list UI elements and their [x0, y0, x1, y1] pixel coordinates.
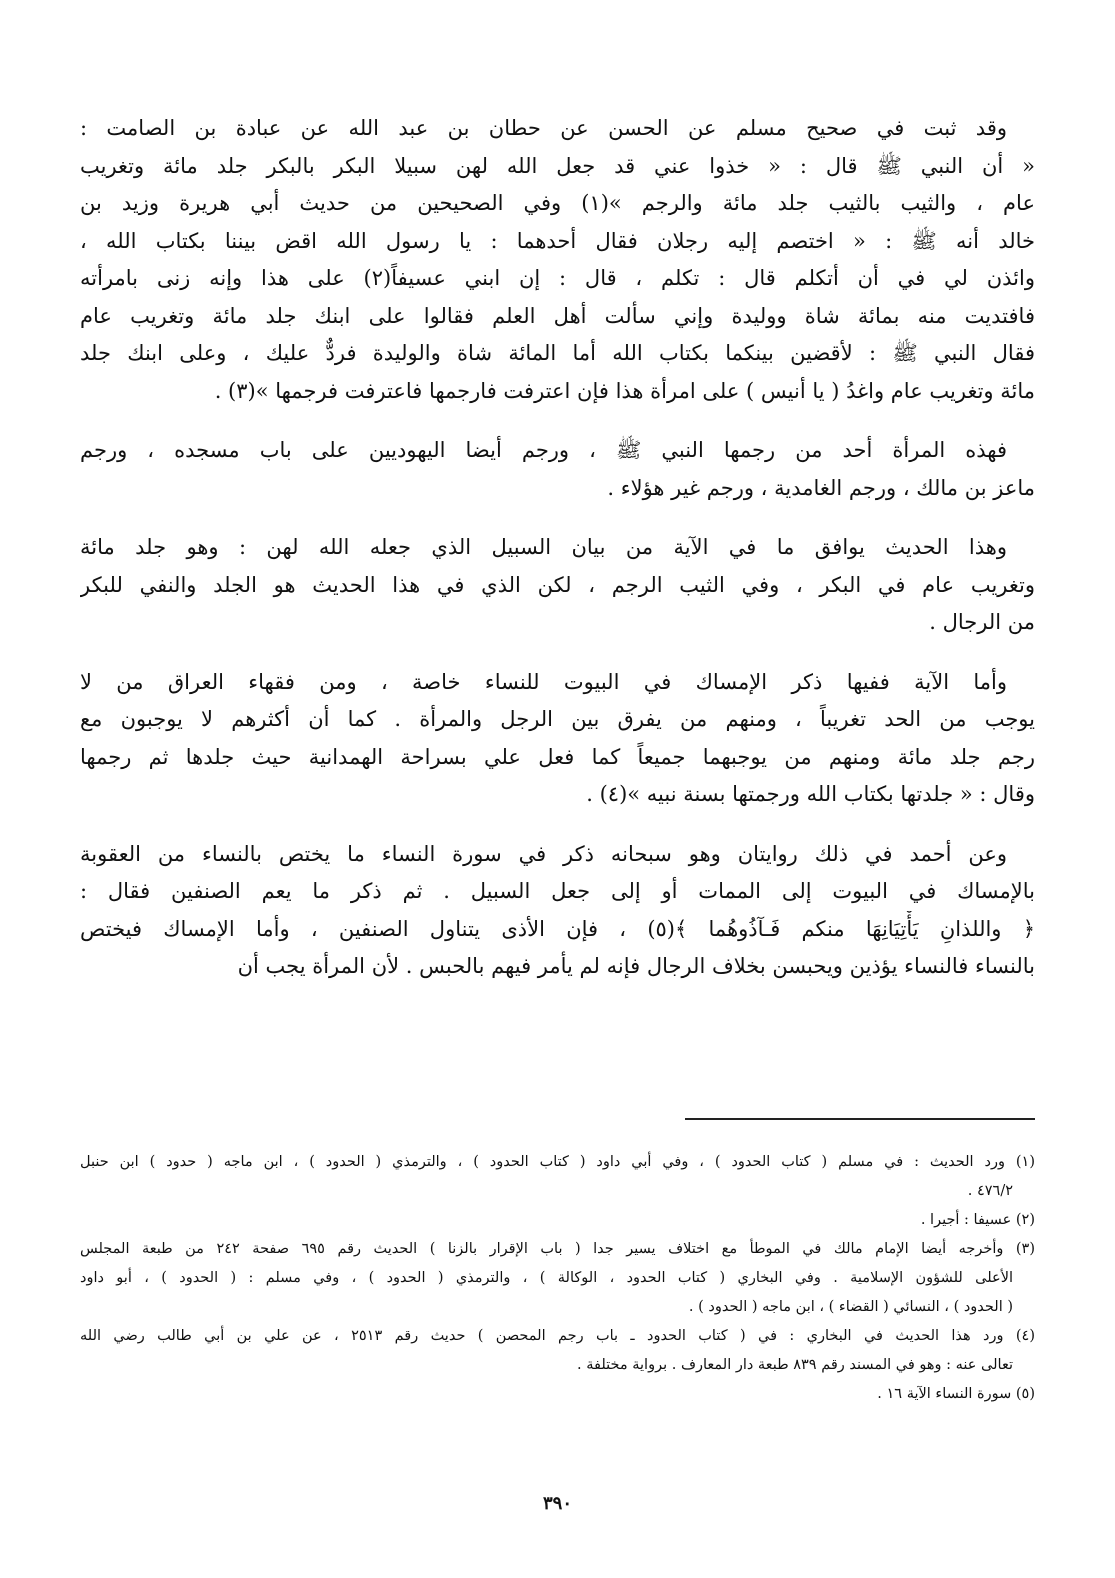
- text-line: بالإمساك في البيوت إلى الممات أو إلى جعل السبيل . ثم ذكر ما يعم الصنفين فقال :: [80, 879, 1035, 903]
- text-line: فهذه المرأة أحد من رجمها النبي ﷺ ، ورجم أيضا اليهوديين على باب مسجده ، ورجم: [80, 438, 1007, 462]
- footnote-line: (١) ورد الحديث : في مسلم ( كتاب الحدود ) ، وفي أبي داود ( كتاب الحدود ) ، والترمذي ( الحدود ) ، ابن ماجه ( حدود ) ابن حنبل: [80, 1154, 1035, 1170]
- text-line: عام ، والثيب بالثيب جلد مائة والرجم »(١) وفي الصحيحين من حديث أبي هريرة وزيد بن: [80, 191, 1035, 215]
- footnotes: [80, 1148, 1035, 1409]
- text-line: « أن النبي ﷺ قال : « خذوا عني قد جعل الله لهن سبيلا البكر بالبكر جلد مائة وتغريب: [80, 153, 1035, 178]
- text-line: بالنساء فالنساء يؤذين ويحبسن بخلاف الرجال فإنه لم يأمر فيهم بالحبس . لأن المرأة يجب أن: [237, 954, 1035, 978]
- text-line: وتغريب عام في البكر ، وفي الثيب الرجم ، لكن الذي في هذا الحديث هو الجلد والنفي للبكر: [80, 572, 1035, 597]
- footnote: [80, 1322, 1035, 1380]
- footnote: [80, 1148, 1035, 1206]
- footnote-line: (٣) وأخرجه أيضا الإمام مالك في الموطأ مع اختلاف يسير جدا ( باب الإقرار بالزنا ) الحديث رقم ٦٩٥ صفحة ٢٤٢ من طبعة المجلس: [80, 1241, 1035, 1257]
- footnote: [80, 1380, 1035, 1409]
- footnote-line: (٤) ورد هذا الحديث في البخاري : في ( كتاب الحدود ـ باب رجم المحصن ) حديث رقم ٢٥١٣ ، عن علي بن أبي طالب رضي الله: [80, 1328, 1035, 1344]
- text-line: فافتديت منه بمائة شاة ووليدة وإني سألت أهل العلم فقالوا على ابنك جلد مائة وتغريب عام: [80, 303, 1035, 328]
- main-text: [80, 110, 1035, 1008]
- footnote-line: (٥) سورة النساء الآية ١٦ .: [877, 1386, 1035, 1402]
- paragraph: [80, 110, 1035, 410]
- text-line: وهذا الحديث يوافق ما في الآية من بيان السبيل الذي جعله الله لهن : وهو جلد مائة: [80, 535, 1007, 559]
- footnote: [80, 1206, 1035, 1235]
- text-line: ﴿ واللذانِ يَأْتِيَانِهَا منكم فَـآذُوهُما ﴾(٥) ، فإن الأذى يتناول الصنفين ، وأما الإمساك فيختص: [80, 916, 1035, 941]
- footnote-line: ( الحدود ) ، النسائي ( القضاء ) ، ابن ماجه ( الحدود ) .: [688, 1299, 1013, 1315]
- text-line: فقال النبي ﷺ : لأقضين بينكما بكتاب الله أما المائة شاة والوليدة فردٌّ عليك ، وعلى ابنك جلد: [80, 341, 1035, 365]
- text-line: وأما الآية ففيها ذكر الإمساك في البيوت للنساء خاصة ، ومن فقهاء العراق من لا: [80, 669, 1007, 694]
- page-number: ٣٩٠: [542, 1493, 572, 1514]
- text-line: يوجب من الحد تغريباً ، ومنهم من يفرق بين الرجل والمرأة . كما أن أكثرهم لا يوجبون مع: [80, 707, 1035, 731]
- footnote-line: تعالى عنه : وهو في المسند رقم ٨٣٩ طبعة دار المعارف . برواية مختلفة .: [577, 1357, 1013, 1373]
- text-line: رجم جلد مائة ومنهم من يوجبهما جميعاً كما فعل علي بسراحة الهمدانية حيث جلدها ثم رجمها: [80, 744, 1035, 769]
- text-line: وقال : « جلدتها بكتاب الله ورجمتها بسنة نبيه »(٤) .: [586, 782, 1035, 806]
- text-line: وقد ثبت في صحيح مسلم عن الحسن عن حطان بن عبد الله عن عبادة بن الصامت :: [80, 116, 1007, 140]
- footnote-line: (٢) عسيفا : أجيرا .: [920, 1212, 1035, 1228]
- paragraph: [80, 432, 1035, 507]
- text-line: وائذن لي في أن أتكلم قال : تكلم ، قال : إن ابني عسيفاً(٢) على هذا وإنه زنى بامرأته: [80, 266, 1035, 290]
- text-line: وعن أحمد في ذلك روايتان وهو سبحانه ذكر في سورة النساء ما يختص بالنساء من العقوبة: [80, 841, 1007, 866]
- paragraph: [80, 529, 1035, 642]
- text-line: مائة وتغريب عام واغدُ ( يا أنيس ) على امرأة هذا فإن اعترفت فارجمها فاعترفت فرجمها »(٣) .: [214, 378, 1035, 403]
- footnote-line: ٤٧٦/٢ .: [967, 1183, 1013, 1199]
- footnote: [80, 1235, 1035, 1322]
- paragraph: [80, 664, 1035, 814]
- text-line: ماعز بن مالك ، ورجم الغامدية ، ورجم غير هؤلاء .: [607, 475, 1035, 500]
- text-line: من الرجال .: [929, 610, 1035, 634]
- footnote-divider: [685, 1118, 1035, 1120]
- paragraph: [80, 836, 1035, 986]
- text-line: خالد أنه ﷺ : « اختصم إليه رجلان فقال أحدهما : يا رسول الله اقض بيننا بكتاب الله ،: [80, 228, 1035, 253]
- footnote-line: الأعلى للشؤون الإسلامية . وفي البخاري ( كتاب الحدود ، الوكالة ) ، والترمذي ( الحدود ) ، وفي مسلم : ( الحدود ) ، أبو داود: [80, 1270, 1013, 1286]
